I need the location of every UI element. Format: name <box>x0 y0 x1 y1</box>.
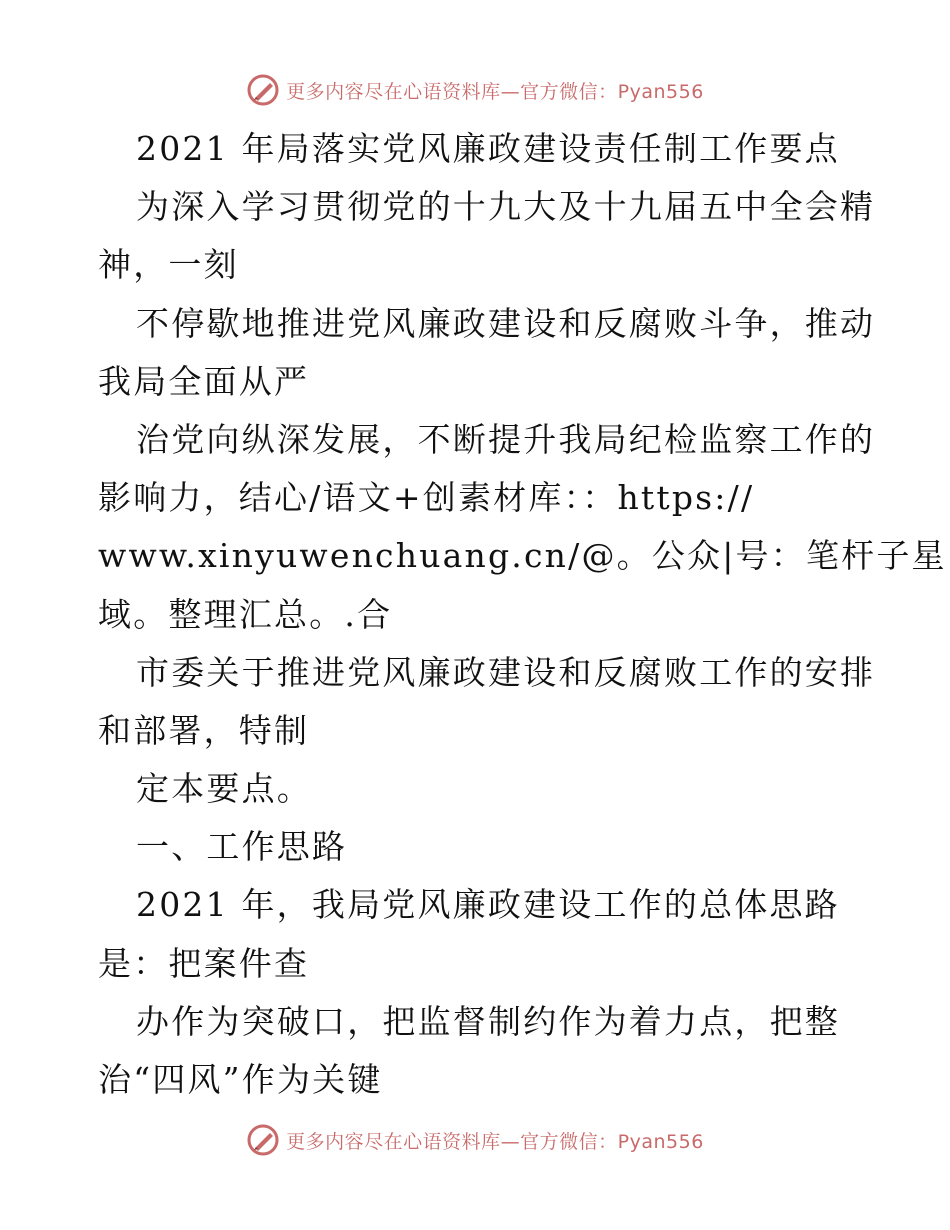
paragraph-line: 为深入学习贯彻党的十九大及十九届五中全会精 <box>136 187 876 227</box>
pen-logo-icon <box>246 73 280 107</box>
paragraph-line: 定本要点。 <box>136 769 312 809</box>
paragraph-line: 和部署，特制 <box>98 710 310 750</box>
paragraph-line: 域。整理汇总。.合 <box>98 594 393 634</box>
paragraph-line: 我局全面从严 <box>98 361 310 401</box>
paragraph-line: 治党向纵深发展，不断提升我局纪检监察工作的 <box>136 419 876 459</box>
watermark-text: 更多内容尽在心语资料库—官方微信：Pyan556 <box>286 80 704 103</box>
footer-watermark <box>0 1120 950 1160</box>
section-heading: 一、工作思路 <box>136 827 348 867</box>
pen-logo-icon <box>246 1123 280 1157</box>
paragraph-line: 市委关于推进党风廉政建设和反腐败工作的安排 <box>136 652 876 692</box>
paragraph-line: 不停歇地推进党风廉政建设和反腐败斗争，推动 <box>136 303 876 343</box>
paragraph-line: 办作为突破口，把监督制约作为着力点，把整 <box>136 1001 840 1041</box>
paragraph-line: 神，一刻 <box>98 245 239 285</box>
paragraph-line: 影响力，结心/语文+创素材库：：https:// <box>98 478 755 518</box>
paragraph-line: 治“四风”作为关键 <box>98 1060 383 1099</box>
header-watermark <box>0 70 950 110</box>
paragraph-line: 2021 年，我局党风廉政建设工作的总体思路 <box>136 885 840 925</box>
watermark-text: 更多内容尽在心语资料库—官方微信：Pyan556 <box>286 1130 704 1153</box>
doc-title: 2021 年局落实党风廉政建设责任制工作要点 <box>136 129 840 168</box>
paragraph-line: 是：把案件查 <box>98 943 310 983</box>
document-body <box>98 120 947 1109</box>
paragraph-line: www.xinyuwenchuang.cn/@。公众|号：笔杆子星 <box>98 536 947 576</box>
